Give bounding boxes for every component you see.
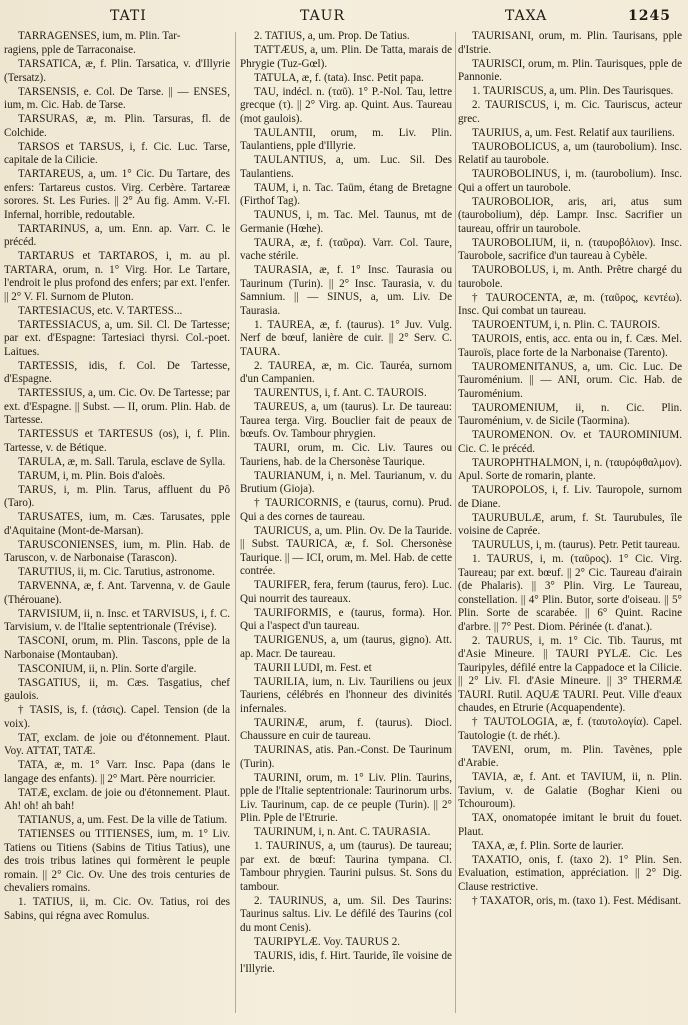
dictionary-entry: TAURIGENUS, a, um (taurus, gigno). Att. ap. Macr. De taureau.: [240, 634, 452, 660]
dictionary-entry: TAURICUS, a, um. Plin. Ov. De la Tauride. || Subst. TAURICA, æ, f. Sol. Chersonèse Taurique. || — ICI, orum, m. Mel. Hab. de cette contrée.: [240, 524, 452, 577]
dictionary-entry: TARVISIUM, ii, n. Insc. et TARVISUS, i, f. C. Tarvisium, v. de l'Italie septentrionale (Trévise).: [4, 607, 230, 633]
running-head-right: TAXA: [505, 8, 548, 24]
dictionary-entry: TARULA, æ, m. Sall. Tarula, esclave de Sylla.: [18, 455, 226, 468]
dictionary-entry: TAURULUS, i, m. (taurus). Petr. Petit taureau.: [472, 539, 681, 551]
dictionary-entry: TAUROENTUM, i, n. Plin. C. TAUROIS.: [472, 319, 661, 331]
dictionary-entry: TARUM, i, m. Plin. Bois d'aloès.: [18, 469, 166, 482]
dictionary-entry: TAUROMENITANUS, a, um. Cic. Luc. De Tauroménium. || — ANI, orum. Cic. Hab. de Tauroménium.: [458, 360, 682, 400]
dictionary-entry: ragiens, pple de Tarraconaise.: [4, 44, 136, 56]
dictionary-entry: TAURIFORMIS, e (taurus, forma). Hor. Qui a l'aspect d'un taureau.: [240, 606, 452, 632]
dictionary-entry: TATTÆUS, a, um. Plin. De Tatta, marais de Phrygie (Tuz-Gœl).: [240, 44, 452, 70]
dictionary-entry: TATIENSES ou TITIENSES, ium, m. 1° Liv. Tatiens ou Titiens (Sabins de Titius Tatius), une des trois tribus latines qui formèrent le peuple romain. || 2° Cic. Ov. Une des trois centuries de chevaliers romains.: [4, 828, 230, 894]
dictionary-entry: TAUROBOLUS, i, m. Anth. Prêtre chargé du taurobole.: [458, 264, 682, 290]
dictionary-entry: TAUROPOLOS, i, f. Liv. Tauropole, surnom de Diane.: [458, 484, 682, 510]
dictionary-entry: † TAXATOR, oris, m. (taxo 1). Fest. Médisant.: [472, 894, 682, 907]
dictionary-entry: TAUREUS, a, um (taurus). Lr. De taureau: Taurea terga. Virg. Bouclier fait de peaux de bœufs. Ov. Tambour phrygien.: [240, 401, 452, 440]
dictionary-entry: 2. TAURINUS, a, um. Sil. Des Taurins: Taurinus saltus. Liv. Le défilé des Taurins (col du mont Cenis).: [240, 894, 452, 934]
running-head-left: TATI: [110, 8, 147, 24]
dictionary-entry: 1. TAURUS, i, m. (ταῦρος). 1° Cic. Virg. Taureau; par ext. bœuf. || 2° Cic. Taureau d'airain (de Phalaris). || 3° Plin. Virg. Le Taureau, constellation. || 4° Plin. Butor, sorte d'oiseau. || 5° Plin. Sorte de scarabée. || 6° Quint. Racine d'arbre. || 7° Pest. Diom. Périnée (t. d'anat.).: [458, 553, 682, 633]
dictionary-entry: TARUSATES, ium, m. Cæs. Tarusates, pple d'Aquitaine (Mont-de-Marsan).: [4, 511, 230, 537]
dictionary-entry: † TAUROCENTA, æ, m. (ταῦρος, κεντέω). Insc. Qui combat un taureau.: [458, 291, 682, 317]
dictionary-entry: 2. TAUREA, æ, m. Cic. Tauréa, surnom d'un Campanien.: [240, 359, 452, 385]
dictionary-entry: 1. TAURISCUS, a, um. Plin. Des Taurisques.: [472, 85, 674, 97]
dictionary-entry: TARSENSIS, e. Col. De Tarse. || — ENSES, ium, m. Cic. Hab. de Tarse.: [4, 85, 230, 111]
dictionary-entry: TARTAREUS, a, um. 1° Cic. Du Tartare, des enfers: Tartareus custos. Virg. Cerbère. Tartareæ sorores. St. Les Furies. || 2° Au fig. Amm. V.-Fl. Infernal, horrible, redoutable.: [4, 168, 230, 221]
running-head-center: TAUR: [300, 8, 346, 24]
dictionary-entry: TARUTIUS, ii, m. Cic. Tarutius, astronome.: [18, 566, 215, 578]
dictionary-entry: TAURENTUS, i, f. Ant. C. TAUROIS.: [254, 387, 427, 399]
dictionary-entry: TATÆ, exclam. de joie ou d'étonnement. Plaut. Ah! oh! ah bah!: [4, 786, 230, 812]
dictionary-entry: TAURUBULÆ, arum, f. St. Taurubules, île voisine de Caprée.: [458, 511, 682, 537]
dictionary-entry: TARTARUS et TARTAROS, i, m. au pl. TARTARA, orum, n. 1° Virg. Hor. Le Tartare, l'endroit le plus profond des enfers; par ext. l'enfer. || 2° V. Fl. Surnom de Pluton.: [4, 250, 230, 303]
dictionary-entry: TAURIS, idis, f. Hirt. Tauride, île voisine de l'Illyrie.: [240, 949, 452, 975]
dictionary-entry: TAURINI, orum, m. 1° Liv. Plin. Taurins, pple de l'Italie septentrionale: Taurinorum urbs. Liv. Taurinum, cap. de ce peuple (Turin). || 2° Plin. Pple de l'Etrurie.: [240, 771, 452, 824]
dictionary-entry: TAURIANUM, i, n. Mel. Taurianum, v. du Brutium (Gioja).: [240, 469, 452, 495]
dictionary-entry: TAUROMENON. Ov. et TAUROMINIUM. Cic. C. le précéd.: [458, 429, 682, 455]
dictionary-entry: TARSOS et TARSUS, i, f. Cic. Luc. Tarse, capitale de la Cilicie.: [4, 140, 230, 166]
dictionary-entry: TAUNUS, i, m. Tac. Mel. Taunus, mt de Germanie (Hœhe).: [240, 209, 452, 235]
dictionary-entry: TARTARINUS, a, um. Enn. ap. Varr. C. le précéd.: [4, 222, 230, 248]
dictionary-entry: TATULA, æ, f. (tata). Insc. Petit papa.: [254, 71, 424, 84]
dictionary-entry: TAURISCI, orum, m. Plin. Taurisques, pple de Pannonie.: [458, 57, 682, 83]
column-1: [4, 30, 230, 1015]
dictionary-entry: TAUROBOLICUS, a, um (taurobolium). Insc. Relatif au taurobole.: [458, 140, 682, 166]
dictionary-entry: TAXA, æ, f. Plin. Sorte de laurier.: [472, 839, 624, 852]
dictionary-entry: TAURINUM, i, n. Ant. C. TAURASIA.: [254, 826, 431, 838]
dictionary-entry: TASGATIUS, ii, m. Cæs. Tasgatius, chef gaulois.: [4, 676, 230, 702]
dictionary-entry: TAURII LUDI, m. Fest. et: [254, 661, 372, 674]
column-2: [240, 30, 452, 1015]
dictionary-entry: 1. TAURINUS, a, um (taurus). De taureau; par ext. de bœuf: Taurina tympana. Cl. Tambour phrygien. Taurini pulsus. St. Sons du tambour.: [240, 840, 452, 893]
dictionary-entry: † TASIS, is, f. (τάσις). Capel. Tension (de la voix).: [4, 704, 230, 730]
entry-text: TARRAGENSES, ium, m. Plin. Tar-: [18, 30, 181, 42]
dictionary-entry: TASCONIUM, ii, n. Plin. Sorte d'argile.: [18, 662, 197, 675]
dictionary-entry: TATA, æ, m. 1° Varr. Insc. Papa (dans le langage des enfants). || 2° Mart. Père nourricier.: [4, 759, 230, 785]
dictionary-entry: TAU, indécl. n. (ταῦ). 1° P.-Nol. Tau, lettre grecque (τ). || 2° Virg. ap. Quint. Aus. Taureau (mot gaulois).: [240, 85, 452, 125]
dictionary-entry: TARTESSIUS, a, um. Cic. Ov. De Tartesse; par ext. d'Espagne. || Subst. — II, orum. Plin. Hab. de Tartesse.: [4, 387, 230, 426]
dictionary-entry: TARVENNA, æ, f. Ant. Tarvenna, v. de Gaule (Thérouane).: [4, 580, 230, 606]
dictionary-entry: TAURINÆ, arum, f. (taurus). Diocl. Chaussure en cuir de taureau.: [240, 716, 452, 742]
page-number: 1245: [628, 8, 671, 24]
dictionary-entry: 2. TATIUS, a, um. Prop. De Tatius.: [254, 30, 410, 42]
dictionary-entry: TAURIPYLÆ. Voy. TAURUS 2.: [254, 935, 401, 948]
dictionary-entry: TAXATIO, onis, f. (taxo 2). 1° Plin. Sen. Evaluation, estimation, appréciation. || 2° Dig. Clause restrictive.: [458, 853, 682, 893]
dictionary-entry: TAUROBOLINUS, i, m. (taurobolium). Insc. Qui a offert un taurobole.: [458, 168, 682, 194]
dictionary-entry: TARSURAS, æ, m. Plin. Tarsuras, fl. de Colchide.: [4, 113, 230, 139]
column-3: [458, 30, 682, 1015]
dictionary-entry: 2. TAURISCUS, i, m. Cic. Tauriscus, acteur grec.: [458, 99, 682, 125]
dictionary-entry: TARUS, i, m. Plin. Tarus, affluent du Pô (Taro).: [4, 483, 230, 509]
dictionary-entry: TAUROPHTHALMON, i, n. (ταυρόφθαλμον). Apul. Sorte de romarin, plante.: [458, 456, 682, 482]
dictionary-entry: TAURINAS, atis. Pan.-Const. De Taurinum (Turin).: [240, 744, 452, 770]
dictionary-entry: TAURISANI, orum, m. Plin. Taurisans, pple d'Istrie.: [458, 30, 682, 56]
dictionary-entry: TARTESSIS, idis, f. Col. De Tartesse, d'Espagne.: [4, 359, 230, 385]
dictionary-entry: TAURASIA, æ, f. 1° Insc. Taurasia ou Taurinum (Turin). || 2° Insc. Taurasia, v. du Samnium. || — SINUS, a, um. Liv. De Taurasia.: [240, 264, 452, 317]
dictionary-entry: † TAURICORNIS, e (taurus, cornu). Prud. Qui a des cornes de taureau.: [240, 497, 452, 523]
dictionary-entry: 1. TATIUS, ii, m. Cic. Ov. Tatius, roi des Sabins, qui régna avec Romulus.: [4, 896, 230, 922]
dictionary-entry: TAX, onomatopée imitant le bruit du fouet. Plaut.: [458, 812, 682, 838]
dictionary-entry: TAVENI, orum, m. Plin. Tavènes, pple d'Arabie.: [458, 743, 682, 769]
dictionary-entry: TAUROMENIUM, ii, n. Cic. Plin. Tauroménium, v. de Sicile (Taormina).: [458, 401, 682, 427]
dictionary-entry: TARUSCONIENSES, ium, m. Plin. Hab. de Taruscon, v. de Narbonaise (Tarascon).: [4, 538, 230, 564]
dictionary-entry: TARTESSUS et TARTESUS (os), i, f. Plin. Tartesse, v. de Bétique.: [4, 428, 230, 454]
dictionary-entry: TAUM, i, n. Tac. Taüm, étang de Bretagne (Firthof Tag).: [240, 181, 452, 207]
dictionary-entry: 1. TAUREA, æ, f. (taurus). 1° Juv. Vulg. Nerf de bœuf, lanière de cuir. || 2° Serv. C. TAURA.: [240, 318, 452, 358]
dictionary-entry: TAUROBOLIOR, aris, ari, atus sum (taurobolium), dép. Lampr. Insc. Sacrifier un taureau, offrir un taurobole.: [458, 195, 682, 235]
dictionary-entry: TARTESIACUS, etc. V. TARTESS...: [18, 304, 183, 317]
dictionary-entry: TAT, exclam. de joie ou d'étonnement. Plaut. Voy. ATTAT, TATÆ.: [4, 731, 230, 757]
dictionary-entry: † TAUTOLOGIA, æ, f. (ταυτολογία). Capel. Tautologie (t. de rhét.).: [458, 716, 682, 742]
column-divider: [455, 32, 456, 1013]
dictionary-entry: TAULANTIUS, a, um. Luc. Sil. Des Taulantiens.: [240, 154, 452, 180]
dictionary-entry: TAURI, orum, m. Cic. Liv. Taures ou Tauriens, hab. de la Chersonèse Taurique.: [240, 442, 452, 468]
dictionary-entry: TASCONI, orum, m. Plin. Tascons, pple de la Narbonaise (Montauban).: [4, 635, 230, 661]
dictionary-entry: 2. TAURUS, i, m. 1° Cic. Tib. Taurus, mt d'Asie Mineure. || TAURI PYLÆ. Cic. Les Tauripyles, défilé entre la Cappadoce et la Cilicie. || 2° Liv. Fl. d'Asie Mineure. || 3° THERMÆ TAURI. Rutil. AQUÆ TAURI. Peut. Ville d'eaux chaudes, en Etrurie (Acquapendente).: [458, 634, 682, 714]
dictionary-entry: TAULANTII, orum, m. Liv. Plin. Taulantiens, pple d'Illyrie.: [240, 126, 452, 152]
dictionary-entry: TAURILIA, ium, n. Liv. Tauriliens ou jeux Tauriens, célébrés en l'honneur des divinités infernales.: [240, 675, 452, 715]
dictionary-entry: TAURIFER, fera, ferum (taurus, fero). Luc. Qui nourrit des taureaux.: [240, 579, 452, 605]
dictionary-entry: TAURA, æ, f. (ταῦρα). Varr. Col. Taure, vache stérile.: [240, 236, 452, 262]
column-divider: [235, 32, 236, 1013]
dictionary-entry: TAUROIS, entis, acc. enta ou in, f. Cæs. Mel. Tauroïs, place forte de la Narbonaise (Tarento).: [458, 333, 682, 359]
dictionary-entry: TAVIA, æ, f. Ant. et TAVIUM, ii, n. Plin. Tavium, v. de Galatie (Boghar Kieni ou Tchouroum).: [458, 771, 682, 810]
dictionary-entry: TARSATICA, æ, f. Plin. Tarsatica, v. d'Illyrie (Tersatz).: [4, 58, 230, 84]
dictionary-entry: TATIANUS, a, um. Fest. De la ville de Tatium.: [18, 814, 228, 826]
dictionary-entry: TAURIUS, a, um. Fest. Relatif aux tauriliens.: [472, 126, 675, 139]
dictionary-entry: TAUROBOLIUM, ii, n. (ταυροβόλιον). Insc. Taurobole, sacrifice d'un taureau à Cybèle.: [458, 236, 682, 262]
page-header: [0, 6, 688, 30]
dictionary-entry: TARTESSIACUS, a, um. Sil. Cl. De Tartesse; par ext. d'Espagne: Tartesiaci thyrsi. Col.-poet. Laitues.: [4, 318, 230, 358]
